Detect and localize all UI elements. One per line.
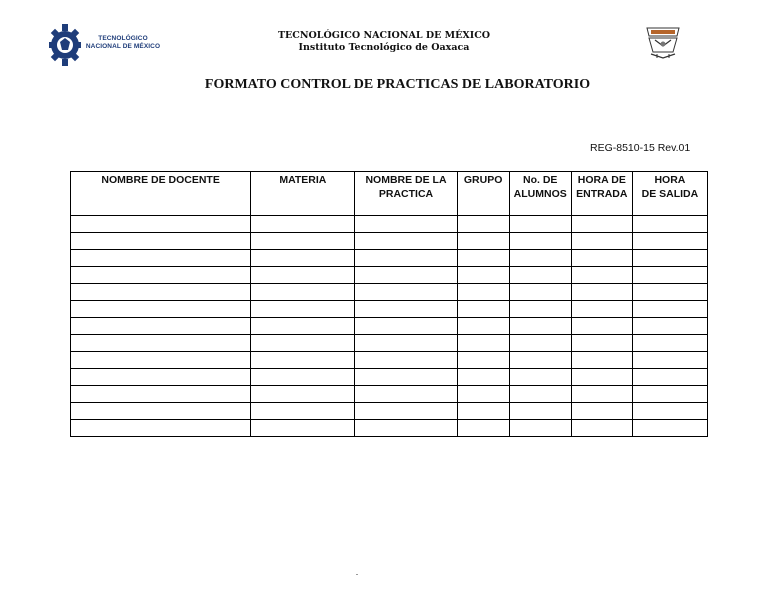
table-cell[interactable] — [632, 318, 707, 335]
table-cell[interactable] — [355, 318, 457, 335]
logo-text-line1: TECNOLÓGICO — [98, 35, 148, 42]
table-row — [71, 284, 708, 301]
table-cell[interactable] — [571, 318, 632, 335]
column-header-grupo: GRUPO — [457, 172, 509, 216]
table-cell[interactable] — [509, 335, 571, 352]
institution-name: TECNOLÓGICO NACIONAL DE MÉXICO — [277, 30, 491, 41]
table-cell[interactable] — [632, 420, 707, 437]
table-cell[interactable] — [571, 301, 632, 318]
table-cell[interactable] — [71, 386, 251, 403]
table-cell[interactable] — [355, 267, 457, 284]
table-row — [71, 403, 708, 420]
campus-name: Instituto Tecnológico de Oaxaca — [298, 42, 470, 53]
column-header-docente: NOMBRE DE DOCENTE — [71, 172, 251, 216]
column-header-hora-entrada: HORA DE ENTRADA — [571, 172, 632, 216]
table-cell[interactable] — [71, 233, 251, 250]
table-cell[interactable] — [71, 369, 251, 386]
table-row — [71, 369, 708, 386]
table-row — [71, 318, 708, 335]
table-cell[interactable] — [457, 216, 509, 233]
table-cell[interactable] — [355, 352, 457, 369]
table-cell[interactable] — [571, 216, 632, 233]
table-row — [71, 352, 708, 369]
table-cell[interactable] — [509, 233, 571, 250]
table-cell[interactable] — [355, 216, 457, 233]
table-cell[interactable] — [457, 318, 509, 335]
table-cell[interactable] — [571, 284, 632, 301]
table-cell[interactable] — [632, 369, 707, 386]
table-cell[interactable] — [509, 403, 571, 420]
table-row — [71, 216, 708, 233]
column-header-hora-salida: HORA DE SALIDA — [632, 172, 707, 216]
lab-control-table — [70, 171, 708, 437]
column-header-materia: MATERIA — [251, 172, 355, 216]
table-cell[interactable] — [355, 335, 457, 352]
table-cell[interactable] — [509, 267, 571, 284]
table-cell[interactable] — [71, 403, 251, 420]
table-cell[interactable] — [457, 403, 509, 420]
table-cell[interactable] — [251, 352, 355, 369]
table-cell[interactable] — [632, 267, 707, 284]
table-cell[interactable] — [632, 335, 707, 352]
table-cell[interactable] — [251, 250, 355, 267]
table-cell[interactable] — [251, 386, 355, 403]
table-cell[interactable] — [632, 233, 707, 250]
table-cell[interactable] — [571, 250, 632, 267]
table-cell[interactable] — [509, 386, 571, 403]
table-cell[interactable] — [509, 216, 571, 233]
table-row — [71, 233, 708, 250]
table-cell[interactable] — [509, 352, 571, 369]
table-header-row — [71, 172, 708, 216]
table-cell[interactable] — [571, 335, 632, 352]
column-header-practica: NOMBRE DE LA PRACTICA — [355, 172, 457, 216]
table-cell[interactable] — [251, 284, 355, 301]
page-mark — [356, 574, 358, 575]
table-cell[interactable] — [457, 420, 509, 437]
table-cell[interactable] — [571, 369, 632, 386]
table-cell[interactable] — [355, 250, 457, 267]
table-cell[interactable] — [509, 250, 571, 267]
table-cell[interactable] — [632, 216, 707, 233]
table-cell[interactable] — [251, 420, 355, 437]
registration-code: REG-8510-15 Rev.01 — [590, 142, 691, 154]
table-cell[interactable] — [355, 233, 457, 250]
document-title: FORMATO CONTROL DE PRACTICAS DE LABORATORIO — [204, 77, 591, 92]
table-row — [71, 267, 708, 284]
table-cell[interactable] — [509, 284, 571, 301]
table-cell[interactable] — [71, 318, 251, 335]
table-cell[interactable] — [71, 420, 251, 437]
table-cell[interactable] — [251, 403, 355, 420]
table-cell[interactable] — [251, 335, 355, 352]
table-cell[interactable] — [457, 233, 509, 250]
table-cell[interactable] — [571, 386, 632, 403]
table-cell[interactable] — [509, 301, 571, 318]
table-cell[interactable] — [71, 250, 251, 267]
table-cell[interactable] — [355, 403, 457, 420]
table-row — [71, 301, 708, 318]
table-cell[interactable] — [251, 301, 355, 318]
table-cell[interactable] — [251, 233, 355, 250]
table-cell[interactable] — [571, 267, 632, 284]
table-cell[interactable] — [355, 284, 457, 301]
table-cell[interactable] — [457, 284, 509, 301]
logo-text-line2: NACIONAL DE MÉXICO — [85, 43, 161, 50]
table-cell[interactable] — [457, 352, 509, 369]
table-cell[interactable] — [251, 318, 355, 335]
table-cell[interactable] — [509, 369, 571, 386]
table-cell[interactable] — [509, 318, 571, 335]
table-cell[interactable] — [71, 216, 251, 233]
column-header-alumnos: No. DE ALUMNOS — [509, 172, 571, 216]
table-cell[interactable] — [571, 352, 632, 369]
table-cell[interactable] — [509, 420, 571, 437]
table-cell[interactable] — [571, 233, 632, 250]
table-cell[interactable] — [632, 386, 707, 403]
ito-seal-logo-icon — [643, 24, 683, 60]
table-cell[interactable] — [632, 284, 707, 301]
table-cell[interactable] — [571, 403, 632, 420]
table-cell[interactable] — [71, 284, 251, 301]
table-cell[interactable] — [457, 369, 509, 386]
table-cell[interactable] — [632, 352, 707, 369]
table-cell[interactable] — [71, 301, 251, 318]
table-row — [71, 250, 708, 267]
table-cell[interactable] — [251, 216, 355, 233]
table-cell[interactable] — [355, 301, 457, 318]
table-cell[interactable] — [71, 352, 251, 369]
table-row — [71, 335, 708, 352]
table-cell[interactable] — [457, 267, 509, 284]
table-row — [71, 420, 708, 437]
table-cell[interactable] — [632, 250, 707, 267]
table-cell[interactable] — [251, 267, 355, 284]
table-cell[interactable] — [251, 369, 355, 386]
table-row — [71, 386, 708, 403]
table-body — [71, 216, 708, 437]
table-cell[interactable] — [457, 386, 509, 403]
table-cell[interactable] — [457, 250, 509, 267]
table-cell[interactable] — [355, 369, 457, 386]
table-cell[interactable] — [457, 301, 509, 318]
table-cell[interactable] — [571, 420, 632, 437]
table-cell[interactable] — [632, 301, 707, 318]
table-cell[interactable] — [71, 267, 251, 284]
table-cell[interactable] — [71, 335, 251, 352]
table-cell[interactable] — [457, 335, 509, 352]
table-cell[interactable] — [632, 403, 707, 420]
table-cell[interactable] — [355, 420, 457, 437]
table-cell[interactable] — [355, 386, 457, 403]
